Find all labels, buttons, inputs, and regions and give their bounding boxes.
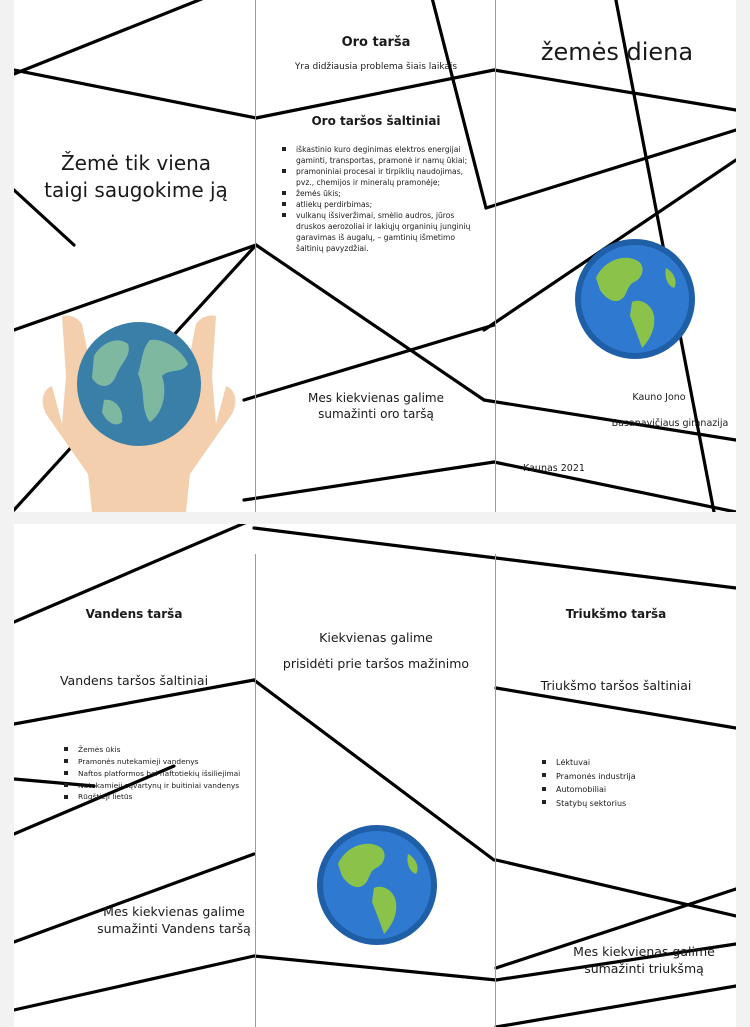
middle-line-1: Kiekvienas galime (319, 630, 433, 645)
air-pollution-subtitle: Yra didžiausia problema šiais laikais (294, 62, 458, 72)
list-item: atliekų perdirbimas; (282, 199, 478, 210)
earth-day-title: žemės diena (540, 38, 694, 66)
air-closing-line-1: Mes kiekvienas galime (308, 391, 444, 405)
air-pollution-title: Oro tarša (341, 35, 411, 50)
noise-pollution-title: Triukšmo tarša (565, 607, 667, 621)
list-item: pramoniniai procesai ir tirpiklių naudojimas, pvz., chemijos ir mineralų pramonėje; (282, 166, 478, 188)
water-closing (74, 904, 274, 938)
earth-globe-icon (316, 824, 438, 946)
noise-sources-heading: Triukšmo taršos šaltiniai (540, 678, 692, 693)
school-line-2: Basanavičiaus gimnazija (611, 418, 729, 429)
brochure-page-front (14, 0, 736, 512)
air-sources-heading: Oro taršos šaltiniai (311, 114, 441, 128)
list-item: Naftos platformos bei naftotiekių išsiliejimai (64, 768, 264, 780)
slogan (28, 150, 244, 204)
hands-holding-earth-illustration (32, 304, 246, 512)
slogan-line-2: taigi saugokime ją (44, 178, 228, 202)
air-sources-list (282, 144, 478, 254)
list-item: Pramonės nutekamieji vandenys (64, 756, 264, 768)
water-sources-heading: Vandens taršos šaltiniai (59, 673, 209, 688)
list-item: Pramonės industrija (542, 770, 722, 784)
list-item: vulkanų išsiveržimai, smėlio audros, jūros druskos aerozoliai ir lakiųjų organinių junginių garavimas iš augalų, – gamtinių išmetimo šaltinių pavyzdžiai. (282, 210, 478, 254)
water-sources-list (64, 744, 264, 803)
list-item: iškastinio kuro deginimas elektros energijai gaminti, transportas, pramonė ir namų ūkiai; (282, 144, 478, 166)
list-item: Statybų sektorius (542, 797, 722, 811)
list-item: Žemės ūkis (64, 744, 264, 756)
water-closing-line-2: sumažinti Vandens taršą (97, 920, 251, 936)
brochure-page-back (14, 524, 736, 1027)
list-item: žemės ūkis; (282, 188, 478, 199)
earth-globe-icon (574, 238, 696, 360)
list-item: Nutekamieji sąvartynų ir buitiniai vandenys (64, 780, 264, 792)
list-item: Rūgštieji lietūs (64, 791, 264, 803)
water-pollution-title: Vandens tarša (85, 607, 183, 621)
noise-closing (544, 944, 736, 978)
school-line-1: Kauno Jono (632, 392, 686, 403)
noise-closing-line-2: sumažinti triukšmą (584, 960, 704, 976)
slogan-line-1: Žemė tik viena (60, 151, 212, 175)
air-closing (258, 390, 494, 422)
list-item: Automobiliai (542, 783, 722, 797)
noise-closing-line-1: Mes kiekvienas galime (573, 944, 715, 959)
fold-line-right (495, 554, 496, 1027)
noise-sources-list (542, 756, 722, 810)
list-item: Lėktuvai (542, 756, 722, 770)
fold-line-left (255, 0, 256, 512)
place-year: Kaunas 2021 (523, 463, 585, 474)
air-closing-line-2: sumažinti oro taršą (318, 407, 434, 422)
middle-line-2: prisidėti prie taršos mažinimo (282, 656, 470, 671)
water-closing-line-1: Mes kiekvienas galime (103, 904, 245, 919)
fold-line-right (495, 0, 496, 512)
